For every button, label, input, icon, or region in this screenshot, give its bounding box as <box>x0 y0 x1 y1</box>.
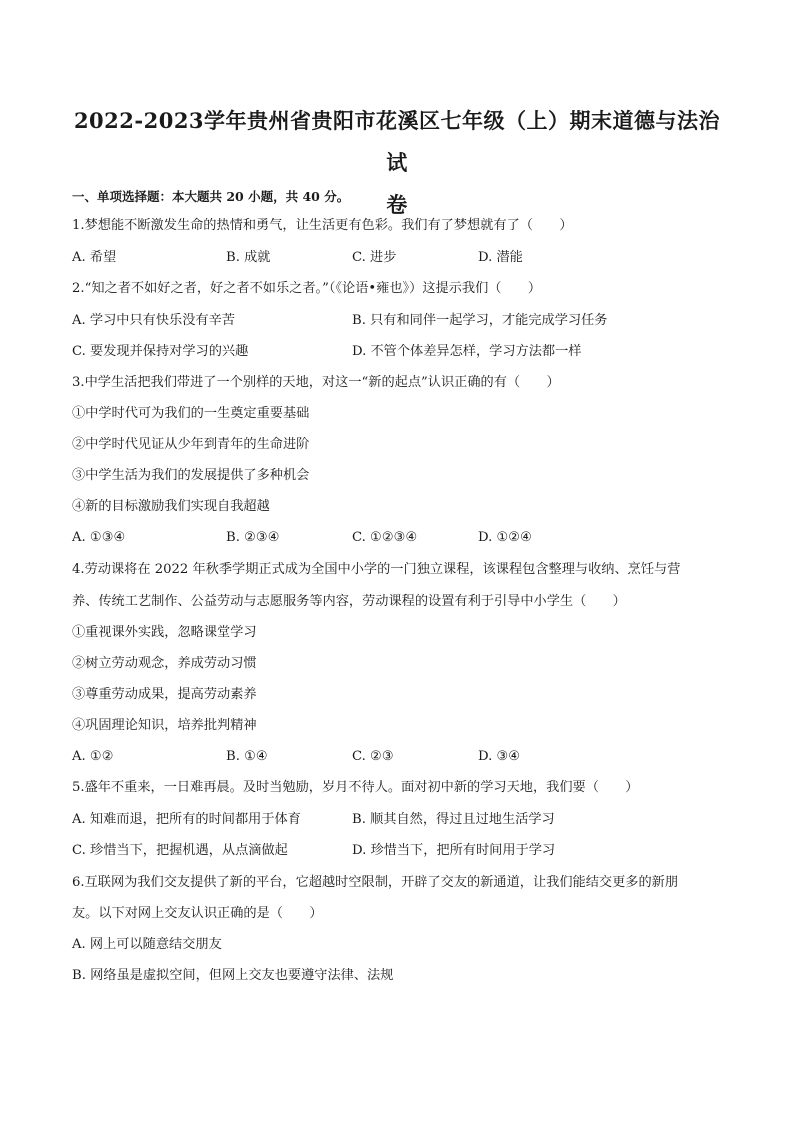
q3-option-b: B. ②③④ <box>226 530 280 545</box>
q1-option-b: B. 成就 <box>226 250 271 265</box>
q3-option-a: A. ①③④ <box>72 530 126 545</box>
question-6-stem-line-2: 友。以下对网上交友认识正确的是（ ） <box>72 906 323 921</box>
q2-option-b: B. 只有和同伴一起学习，才能完成学习任务 <box>352 313 608 328</box>
q5-option-c: C. 珍惜当下，把握机遇，从点滴做起 <box>72 843 288 858</box>
question-1-stem: 1.梦想能不断激发生命的热情和勇气，让生活更有色彩。我们有了梦想就有了（ ） <box>72 218 573 233</box>
question-6-stem-line-1: 6.互联网为我们交友提供了新的平台，它超越时空限制，开辟了交友的新通道，让我们能结交更多的新朋 <box>72 875 679 890</box>
q4-option-c: C. ②③ <box>352 749 394 764</box>
q3-item-4: ④新的目标激励我们实现自我超越 <box>72 499 270 514</box>
q3-option-d: D. ①②④ <box>478 530 532 545</box>
exam-title <box>70 100 724 226</box>
q5-option-b: B. 顺其自然，得过且过地生活学习 <box>352 812 555 827</box>
q6-option-b: B. 网络虽是虚拟空间，但网上交友也要遵守法律、法规 <box>72 968 394 983</box>
question-5-stem: 5.盛年不重来，一日难再晨。及时当勉励，岁月不待人。面对初中新的学习天地，我们要（ ） <box>72 780 639 795</box>
q4-item-3: ③尊重劳动成果，提高劳动素养 <box>72 687 257 702</box>
q6-option-a: A. 网上可以随意结交朋友 <box>72 937 222 952</box>
section-header: 一、单项选择题：本大题共 20 小题，共 40 分。 <box>72 189 350 204</box>
q2-option-a: A. 学习中只有快乐没有辛苦 <box>72 313 235 328</box>
q5-option-d: D. 珍惜当下，把所有时间用于学习 <box>352 843 556 858</box>
q1-option-a: A. 希望 <box>72 250 117 265</box>
title-line-2: 卷 <box>386 192 408 217</box>
title-line-1: 2022-2023学年贵州省贵阳市花溪区七年级（上）期末道德与法治试 <box>73 108 721 175</box>
question-2-stem: 2.“知之者不如好之者，好之者不如乐之者。”（《论语•雍也》）这提示我们（ ） <box>72 281 542 296</box>
q4-option-b: B. ①④ <box>226 749 268 764</box>
question-4-stem-line-2: 养、传统工艺制作、公益劳动与志愿服务等内容，劳动课程的设置有利于引导中小学生（ ） <box>72 594 626 609</box>
q3-option-c: C. ①②③④ <box>352 530 418 545</box>
q3-item-1: ①中学时代可为我们的一生奠定重要基础 <box>72 406 310 421</box>
q3-item-3: ③中学生活为我们的发展提供了多种机会 <box>72 468 310 483</box>
question-3-stem: 3.中学生活把我们带进了一个别样的天地，对这一“新的起点”认识正确的有（ ） <box>72 375 560 390</box>
q4-item-1: ①重视课外实践，忽略课堂学习 <box>72 625 257 640</box>
q1-option-d: D. 潜能 <box>478 250 523 265</box>
q1-option-c: C. 进步 <box>352 250 397 265</box>
q3-item-2: ②中学时代见证从少年到青年的生命进阶 <box>72 437 310 452</box>
q2-option-d: D. 不管个体差异怎样，学习方法都一样 <box>352 344 582 359</box>
q4-option-a: A. ①② <box>72 749 114 764</box>
q4-item-4: ④巩固理论知识，培养批判精神 <box>72 718 257 733</box>
q2-option-c: C. 要发现并保持对学习的兴趣 <box>72 344 249 359</box>
q4-option-d: D. ③④ <box>478 749 521 764</box>
question-4-stem-line-1: 4.劳动课将在 2022 年秋季学期正式成为全国中小学的一门独立课程，该课程包含整理与收纳、烹饪与营 <box>72 562 681 577</box>
q4-item-2: ②树立劳动观念，养成劳动习惯 <box>72 656 257 671</box>
q5-option-a: A. 知难而退，把所有的时间都用于体育 <box>72 812 301 827</box>
